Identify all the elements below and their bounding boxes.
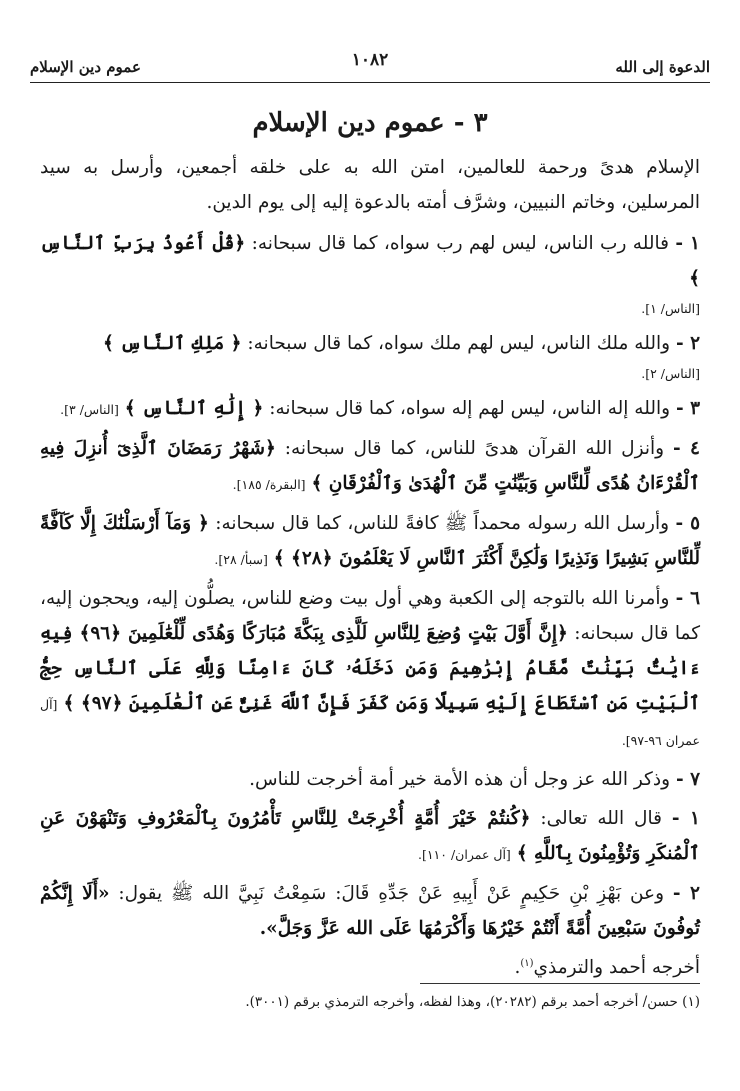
point-5 <box>40 506 700 577</box>
point-text: وذكر الله عز وجل أن هذه الأمة خير أمة أخرجت للناس. <box>249 769 671 790</box>
verse-reference: [الناس/ ٣]. <box>60 402 119 417</box>
point-1 <box>40 226 700 322</box>
point-number: ٥ - <box>675 513 701 534</box>
point-number: ٦ - <box>675 588 701 609</box>
verse-reference: [آل عمران/ ١١٠]. <box>417 847 511 862</box>
point-number: ٢ - <box>672 883 700 904</box>
running-header <box>30 50 710 80</box>
book-title: الدعوة إلى الله <box>615 58 710 76</box>
point-7 <box>40 762 700 797</box>
quran-verse: ﴿كُنتُمْ خَيْرَ أُمَّةٍ أُخْرِجَتْ لِلنَّاسِ تَأْمُرُونَ بِٱلْمَعْرُوفِ وَتَنْهَوْنَ عَنِ ٱلْمُنكَرِ وَتُؤْمِنُونَ بِٱللَّهِ ﴾ <box>40 808 700 864</box>
chapter-title: عموم دين الإسلام <box>30 58 141 76</box>
point-number: ٢ - <box>675 333 700 354</box>
point-4 <box>40 431 700 502</box>
quran-verse: ﴿ مَلِكِ ٱلنَّاسِ ﴾ <box>102 333 242 354</box>
intro-paragraph: الإسلام هدىً ورحمة للعالمين، امتن الله به على خلقه أجمعين، وأرسل به سيد المرسلين، وخاتم النبيين، وشرَّف أمته بالدعوة إليه إلى يوم الدين. <box>40 157 700 213</box>
footnote-marker: (١) <box>520 958 534 969</box>
point-6 <box>40 581 700 758</box>
point-number: ٣ - <box>675 398 700 419</box>
hadith-text: «أَلَا إِنَّكُمْ تُوفُونَ سَبْعِينَ أُمَّةً أَنْتُمْ خَيْرُهَا وَأَكْرَمُهَا عَلَى الله عَزَّ وَجَلَّ». <box>40 883 700 939</box>
page-number: ١٠٨٢ <box>351 50 389 70</box>
footnote-rule <box>420 983 700 984</box>
verse-reference: [الناس/ ٢]. <box>641 366 700 381</box>
verse-reference: [الناس/ ١]. <box>641 301 700 316</box>
hadith-source-line: أخرجه أحمد والترمذي$^{(١)}$. <box>514 957 700 979</box>
hadith-source: أخرجه أحمد والترمذي <box>533 957 700 979</box>
point-text: والله إله الناس، ليس لهم إله سواه، كما قال سبحانه: <box>269 398 671 419</box>
point-text: وأنزل الله القرآن هدىً للناس، كما قال سبحانه: <box>284 438 665 459</box>
verse-reference: [سبأ/ ٢٨]. <box>214 552 268 567</box>
footnote: (١) حسن/ أخرجه أحمد برقم (٢٠٢٨٢)، وهذا لفظه، وأخرجه الترمذي برقم (٣٠٠١). <box>245 994 700 1010</box>
point-text: وأمرنا الله بالتوجه إلى الكعبة وهي أول بيت وضع للناس، يصلُّون إليه، ويحجون إليه، كما قال سبحانه: <box>40 588 700 644</box>
point-2 <box>40 326 700 387</box>
header-rule <box>30 82 710 83</box>
main-text <box>40 150 700 989</box>
quran-verse: ﴿قُلْ أَعُوذُ بِرَبِّ ٱلنَّاسِ ﴾ <box>40 233 700 289</box>
quran-verse: ﴿ إِلَٰهِ ٱلنَّاسِ ﴾ <box>124 398 264 419</box>
point-number: ٤ - <box>672 438 700 459</box>
point-number: ٧ - <box>675 769 700 790</box>
section-title: ٣ - عموم دين الإسلام <box>252 108 488 138</box>
point-text: وأرسل الله رسوله محمداً ﷺ كافةً للناس، كما قال سبحانه: <box>215 513 670 534</box>
point-number: ١ - <box>675 233 700 254</box>
subpoint-1 <box>40 801 700 872</box>
point-text: فالله رب الناس، ليس لهم رب سواه، كما قال سبحانه: <box>251 233 669 254</box>
point-number: ١ - <box>671 808 700 829</box>
verse-reference: [البقرة/ ١٨٥]. <box>232 477 306 492</box>
quran-verse: ﴿ وَمَآ أَرْسَلْنَٰكَ إِلَّا كَآفَّةً لِّلنَّاسِ بَشِيرًا وَنَذِيرًا وَلَٰكِنَّ أَكْثَرَ ٱلنَّاسِ لَا يَعْلَمُونَ ﴿٢٨﴾ ﴾ <box>40 513 700 569</box>
point-text: والله ملك الناس، ليس لهم ملك سواه، كما قال سبحانه: <box>247 333 671 354</box>
point-text: وعن بَهْزِ بْنِ حَكِيمٍ عَنْ أَبِيهِ عَنْ جَدِّهِ قَالَ: سَمِعْتُ نَبِيَّ الله ﷺ يقول: <box>118 883 665 904</box>
point-3 <box>40 391 700 427</box>
subpoint-2 <box>40 876 700 985</box>
quran-verse: ﴿إِنَّ أَوَّلَ بَيْتٍ وُضِعَ لِلنَّاسِ لَلَّذِى بِبَكَّةَ مُبَارَكًا وَهُدًى لِّلْعَٰلَمِينَ ﴿٩٦﴾ فِيهِ ءَايَٰتٌۢ بَيِّنَٰتٌ مَّقَامُ إِبْرَٰهِيمَ وَمَن دَخَلَهُۥ كَانَ ءَامِنًا وَلِلَّهِ عَلَى ٱلنَّاسِ حِجُّ ٱلْبَيْتِ مَنِ ٱسْتَطَاعَ إِلَيْهِ سَبِيلًا وَمَن كَفَرَ فَإِنَّ ٱللَّهَ غَنِىٌّ عَنِ ٱلْعَٰلَمِينَ ﴿٩٧﴾ ﴾ <box>40 623 701 714</box>
quran-verse: ﴿شَهْرُ رَمَضَانَ ٱلَّذِىٓ أُنزِلَ فِيهِ ٱلْقُرْءَانُ هُدًى لِّلنَّاسِ وَبَيِّنَٰتٍ مِّنَ ٱلْهُدَىٰ وَٱلْفُرْقَانِ ﴾ <box>40 438 700 494</box>
verse-reference: [آل عمران ٩٦-٩٧]. <box>40 697 700 748</box>
point-text: قال الله تعالى: <box>540 808 662 829</box>
